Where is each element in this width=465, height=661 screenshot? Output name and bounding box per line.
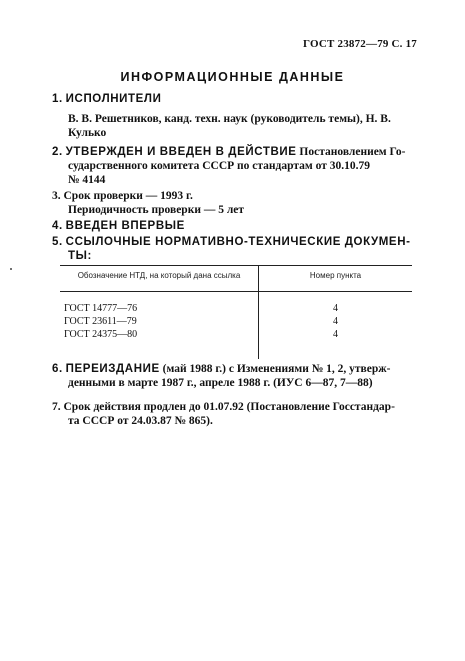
section-3 [52, 189, 422, 217]
table-cell-document: ГОСТ 23611—79 [60, 315, 259, 328]
section-4-number: 4. [52, 220, 63, 232]
section-2-text-line-3: № 4144 [68, 174, 106, 186]
section-2-heading: УТВЕРЖДЕН И ВВЕДЕН В ДЕЙСТВИЕ [65, 146, 297, 158]
section-2-text-line-2: сударственного комитета СССР по стандартам от 30.10.79 [68, 160, 370, 172]
table-row [60, 315, 412, 328]
table-header-document: Обозначение НТД, на который дана ссылка [60, 266, 259, 292]
section-4 [52, 219, 422, 233]
table-header-row [60, 266, 412, 292]
section-5-heading-line-2: ТЫ: [68, 250, 92, 262]
section-5 [52, 235, 422, 263]
section-2-text-line-1: Постановлением Го- [299, 146, 406, 158]
scan-speck [10, 268, 12, 270]
section-7-line-2: та СССР от 24.03.87 № 865). [68, 415, 213, 427]
section-3-number: 3. [52, 190, 61, 202]
section-6-number: 6. [52, 363, 63, 375]
section-6-heading: ПЕРЕИЗДАНИЕ [65, 363, 160, 375]
reference-documents-table [60, 265, 412, 359]
table-cell-clause: 4 [333, 303, 338, 314]
section-5-heading-line-1: ССЫЛОЧНЫЕ НОРМАТИВНО-ТЕХНИЧЕСКИЕ ДОКУМЕН- [65, 236, 411, 248]
table-cell-clause: 4 [333, 329, 338, 340]
section-6-line-2: денными в марте 1987 г., апреле 1988 г. (ИУС 6—87, 7—88) [68, 377, 373, 389]
section-4-heading: ВВЕДЕН ВПЕРВЫЕ [65, 220, 185, 232]
document-title: ИНФОРМАЦИОННЫЕ ДАННЫЕ [120, 70, 345, 84]
table-cell-document: ГОСТ 14777—76 [60, 292, 259, 316]
section-1-heading: ИСПОЛНИТЕЛИ [65, 93, 162, 105]
section-7-line-1: Срок действия продлен до 01.07.92 (Постановление Госстандар- [63, 401, 395, 413]
section-6-line-1: (май 1988 г.) с Изменениями № 1, 2, утверж- [162, 363, 391, 375]
section-5-number: 5. [52, 236, 63, 248]
section-1-body-line-2: Кулько [68, 127, 107, 139]
section-3-line-2: Периодичность проверки — 5 лет [68, 204, 245, 216]
section-7 [52, 400, 422, 428]
section-1-number: 1. [52, 93, 63, 105]
section-3-line-1: Срок проверки — 1993 г. [63, 190, 193, 202]
table-row [60, 328, 412, 359]
table-cell-clause: 4 [333, 316, 338, 327]
section-7-number: 7. [52, 401, 61, 413]
section-2 [52, 145, 422, 187]
section-2-number: 2. [52, 146, 63, 158]
section-1 [52, 92, 422, 106]
table-row [60, 292, 412, 316]
page-header: ГОСТ 23872—79 С. 17 [303, 38, 417, 50]
section-1-body-line-1: В. В. Решетников, канд. техн. наук (руководитель темы), Н. В. [68, 113, 391, 125]
section-1-body [52, 112, 422, 140]
table-cell-document: ГОСТ 24375—80 [60, 328, 259, 359]
table-header-clause: Номер пункта [259, 266, 413, 292]
section-6 [52, 362, 422, 390]
